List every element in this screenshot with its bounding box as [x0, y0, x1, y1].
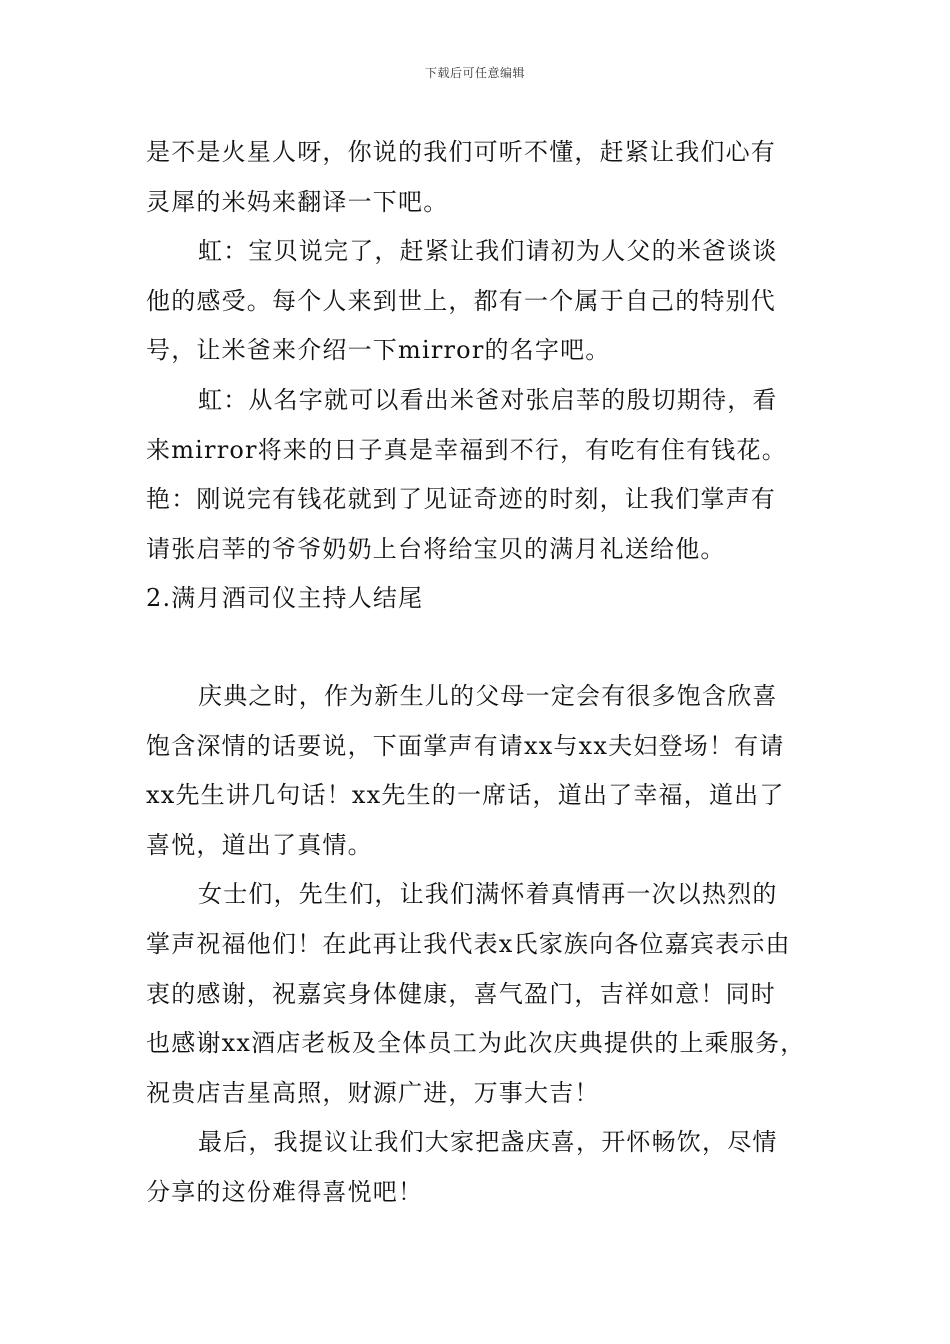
text-line: 最后，我提议让我们大家把盏庆喜，开怀畅饮，尽情 [198, 1128, 778, 1157]
text-line: 饱含深情的话要说，下面掌声有请xx与xx夫妇登场！有请 [146, 731, 785, 760]
heading-line: 2.满月酒司仪主持人结尾 [146, 584, 424, 613]
text-line: 喜悦，道出了真情。 [146, 830, 373, 859]
paragraph-1 [146, 128, 836, 227]
document-body [146, 128, 836, 1217]
paragraph-7 [146, 1118, 836, 1217]
text-line: 艳：刚说完有钱花就到了见证奇迹的时刻，让我们掌声有 [146, 485, 776, 514]
paragraph-6 [146, 870, 836, 1118]
text-line: 灵犀的米妈来翻译一下吧。 [146, 187, 449, 216]
text-line: 虹：从名字就可以看出米爸对张启莘的殷切期待，看 [198, 385, 778, 414]
text-line: xx先生讲几句话！xx先生的一席话，道出了幸福，道出了 [146, 781, 785, 810]
paragraph-5 [146, 672, 836, 870]
text-line: 虹：宝贝说完了，赶紧让我们请初为人父的米爸谈谈 [198, 237, 778, 266]
text-line: 衷的感谢，祝嘉宾身体健康，喜气盈门，吉祥如意！同时 [146, 979, 776, 1008]
text-line: 请张启莘的爷爷奶奶上台将给宝贝的满月礼送给他。 [146, 534, 726, 563]
paragraph-4 [146, 475, 836, 574]
text-line: 号，让米爸来介绍一下mirror的名字吧。 [146, 336, 611, 365]
text-line: 祝贵店吉星高照，财源广进，万事大吉！ [146, 1078, 600, 1107]
text-line: 也感谢xx酒店老板及全体员工为此次庆典提供的上乘服务， [146, 1029, 806, 1058]
paragraph-2 [146, 227, 836, 376]
section-spacer [146, 624, 836, 672]
paragraph-3 [146, 376, 836, 475]
text-line: 庆典之时，作为新生儿的父母一定会有很多饱含欣喜 [198, 681, 778, 710]
page-header: 下载后可任意编辑 [424, 66, 525, 80]
text-line: 女士们，先生们，让我们满怀着真情再一次以热烈的 [198, 880, 778, 909]
text-line: 他的感受。每个人来到世上，都有一个属于自己的特别代 [146, 286, 776, 315]
text-line: 掌声祝福他们！在此再让我代表x氏家族向各位嘉宾表示由 [146, 929, 791, 958]
text-line: 是不是火星人呀，你说的我们可听不懂，赶紧让我们心有 [146, 138, 776, 166]
section-heading [146, 574, 836, 624]
text-line: 分享的这份难得喜悦吧！ [146, 1177, 424, 1206]
text-line: 来mirror将来的日子真是幸福到不行，有吃有住有钱花。 [146, 435, 787, 464]
